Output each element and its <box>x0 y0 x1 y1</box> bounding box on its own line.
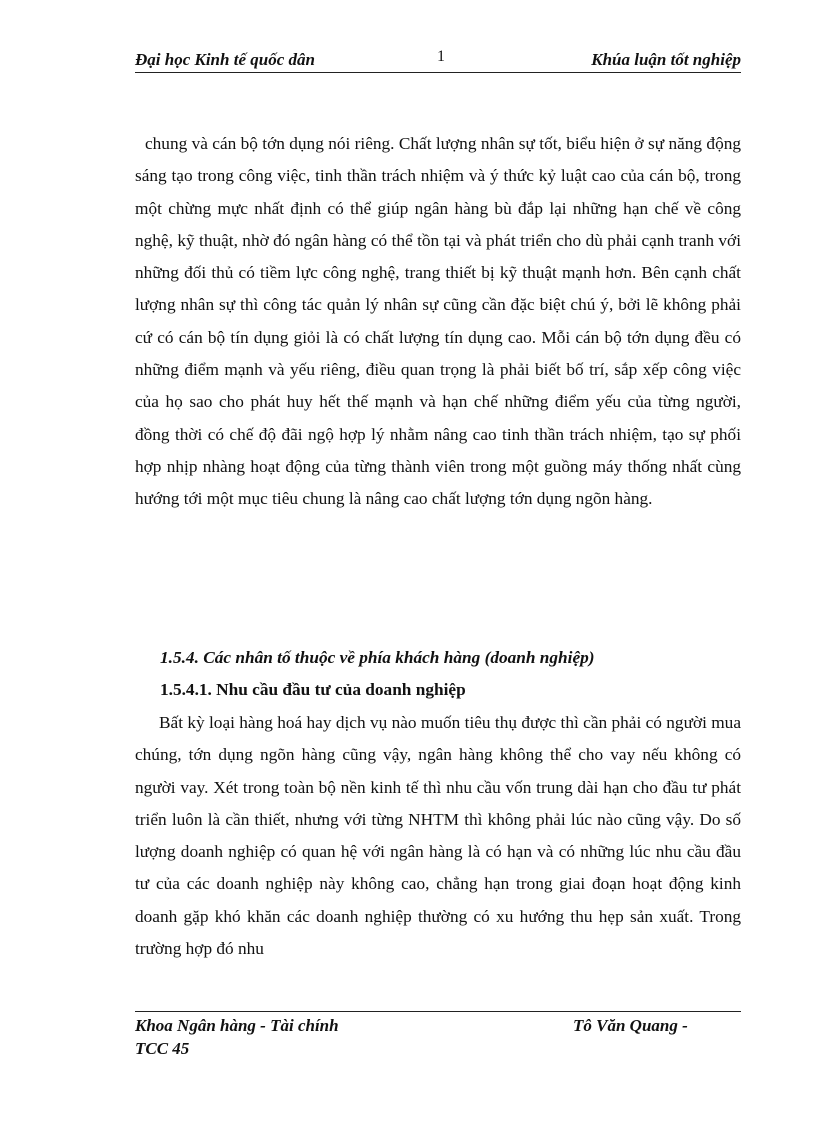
footer-class: TCC 45 <box>135 1039 190 1058</box>
section-heading-1-5-4: 1.5.4. Các nhân tố thuộc về phía khách hàng (doanh nghiệp) <box>160 648 595 667</box>
footer-author: Tô Văn Quang - <box>573 1016 688 1035</box>
section-heading-1-5-4-1: 1.5.4.1. Nhu cầu đầu tư của doanh nghiệp <box>160 680 466 699</box>
footer-divider <box>135 1011 741 1012</box>
footer-department: Khoa Ngân hàng - Tài chính <box>135 1016 339 1035</box>
page-header <box>135 48 741 73</box>
body-paragraph-1: chung và cán bộ tớn dụng nói riêng. Chất lượng nhân sự tốt, biểu hiện ở sự năng động sáng tạo trong công việc, tinh thần trách nhiệm và ý thức kỷ luật cao của cán bộ, trong một chừng mực nhất định có thể giúp ngân hàng bù đắp lại những hạn chế về công nghệ, kỹ thuật, nhờ đó ngân hàng có thể tồn tại và phát triển cho dù phải cạnh tranh với những đối thủ có tiềm lực công nghệ, trang thiết bị kỹ thuật mạnh hơn. Bên cạnh chất lượng nhân sự thì công tác quản lý nhân sự cũng cần đặc biệt chú ý, bởi lẽ không phải cứ có cán bộ tín dụng giỏi là có chất lượng tín dụng cao. Mỗi cán bộ tớn dụng đều có những điểm mạnh và yếu riêng, điều quan trọng là phải biết bố trí, sắp xếp công việc của họ sao cho phát huy hết thế mạnh và hạn chế những điểm yếu của từng người, đồng thời có chế độ đãi ngộ hợp lý nhằm nâng cao tinh thần trách nhiệm, tạo sự phối hợp nhịp nhàng hoạt động của từng thành viên trong một guồng máy thống nhất cùng hướng tới một mục tiêu chung là nâng cao chất lượng tớn dụng ngõn hàng. <box>135 134 741 509</box>
header-thesis-title: Khúa luận tốt nghiệp <box>591 50 741 69</box>
body-paragraph-2: Bất kỳ loại hàng hoá hay dịch vụ nào muốn tiêu thụ được thì cần phải có người mua chúng, tớn dụng ngõn hàng cũng vậy, ngân hàng không thể cho vay nếu không có người vay. Xét trong toàn bộ nền kinh tế thì nhu cầu vốn trung dài hạn cho đầu tư phát triển luôn là cần thiết, nhưng với từng NHTM thì không phải lúc nào cũng vậy. Do số lượng doanh nghiệp có quan hệ với ngân hàng là có hạn và có những lúc nhu cầu đầu tư của các doanh nghiệp này không cao, chẳng hạn trong giai đoạn hoạt động kinh doanh gặp khó khăn các doanh nghiệp thường có xu hướng thu hẹp sản xuất. Trong trường hợp đó nhu <box>135 713 741 959</box>
header-university: Đại học Kinh tế quốc dân <box>135 50 315 69</box>
page-number: 1 <box>437 48 445 65</box>
